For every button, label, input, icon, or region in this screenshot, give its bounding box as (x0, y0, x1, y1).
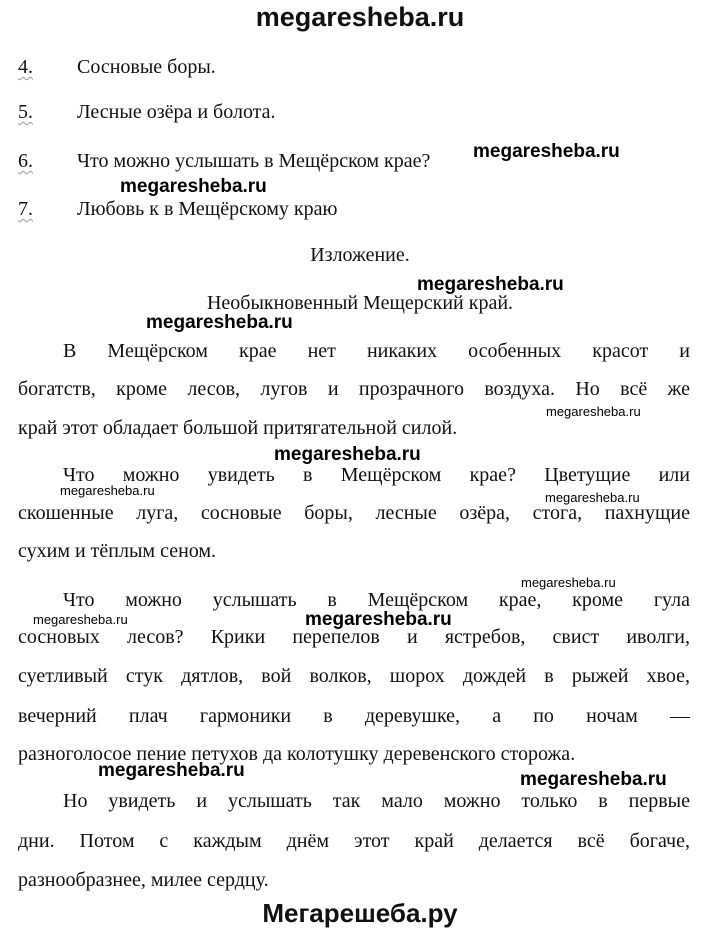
text-line: дни. Потом с каждым днём этот край делается всё богаче, (18, 830, 690, 852)
text-line: сосновых лесов? Крики перепелов и ястребов, свист иволги, (18, 626, 690, 648)
watermark: megaresheba.ru (274, 444, 421, 465)
watermark: megaresheba.ru (120, 176, 267, 197)
list-number: 6. (18, 150, 33, 172)
list-item: Любовь к в Мещёрскому краю (77, 198, 338, 220)
text-line: Что можно услышать в Мещёрском крае, кроме гула (63, 589, 690, 611)
text-line: разноголосое пение петухов да колотушку деревенского сторожа. (18, 743, 576, 765)
site-footer: Мегарешеба.ру (262, 898, 458, 928)
watermark: megaresheba.ru (545, 490, 640, 505)
watermark: megaresheba.ru (417, 274, 564, 295)
section-title: Изложение. (310, 244, 410, 266)
watermark: megaresheba.ru (473, 141, 620, 162)
watermark: megaresheba.ru (520, 769, 667, 790)
text-line: вечерний плач гармоники в деревушке, а по ночам — (18, 705, 690, 727)
text-line: край этот обладает большой притягательной силой. (18, 417, 458, 439)
text-line: богатств, кроме лесов, лугов и прозрачного воздуха. Но всё же (18, 378, 690, 400)
text-line: разнообразнее, милее сердцу. (18, 869, 269, 891)
text-line: скошенные луга, сосновые боры, лесные озёра, стога, пахнущие (18, 502, 690, 524)
list-number: 4. (18, 56, 33, 78)
watermark: megaresheba.ru (305, 609, 452, 630)
list-number: 5. (18, 101, 33, 123)
watermark: megaresheba.ru (521, 575, 616, 590)
watermark: megaresheba.ru (98, 760, 245, 781)
list-number: 7. (18, 198, 33, 220)
text-line: В Мещёрском крае нет никаких особенных красот и (63, 340, 690, 362)
watermark: megaresheba.ru (546, 404, 641, 419)
list-item: Лесные озёра и болота. (77, 101, 276, 123)
watermark: megaresheba.ru (60, 483, 155, 498)
watermark: megaresheba.ru (33, 612, 128, 627)
list-item: Сосновые боры. (77, 56, 216, 78)
story-title: Необыкновенный Мещерский край. (206, 292, 514, 314)
list-item: Что можно услышать в Мещёрском крае? (77, 150, 431, 172)
text-line: суетливый стук дятлов, вой волков, шорох дождей в рыжей хвое, (18, 665, 690, 687)
text-line: сухим и тёплым сеном. (18, 540, 217, 562)
watermark: megaresheba.ru (146, 312, 293, 333)
text-line: Что можно увидеть в Мещёрском крае? Цветущие или (63, 464, 690, 486)
site-header: megaresheba.ru (255, 2, 465, 32)
text-line: Но увидеть и услышать так мало можно только в первые (63, 790, 690, 812)
